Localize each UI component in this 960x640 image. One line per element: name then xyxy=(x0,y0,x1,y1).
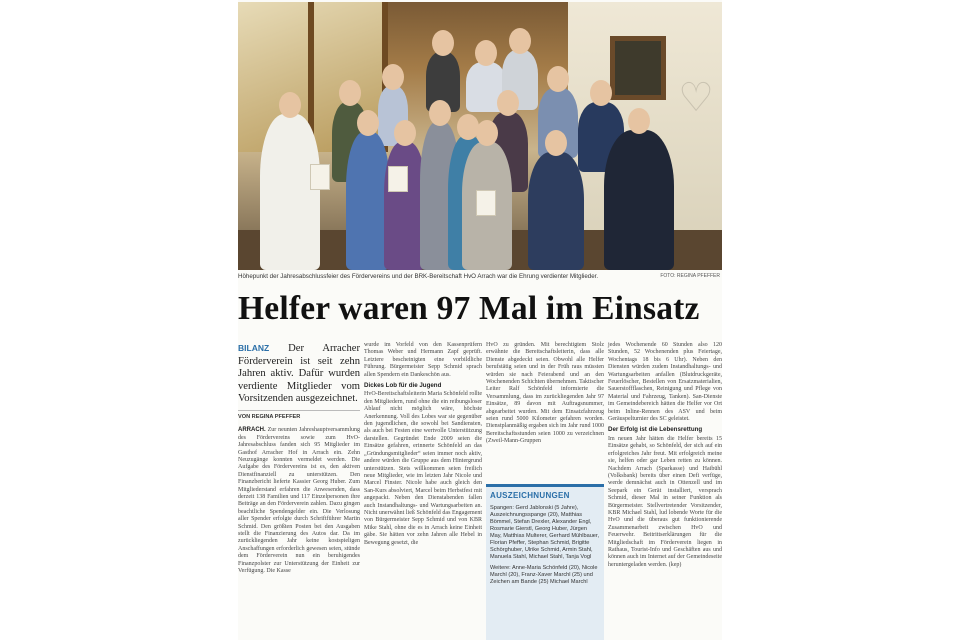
infobox-title: AUSZEICHNUNGEN xyxy=(490,491,570,500)
article-lead xyxy=(238,342,360,406)
photo-credit: FOTO: REGINA PFEFFER xyxy=(660,273,720,279)
photo-caption: Höhepunkt der Jahresabschlussfeier des Fördervereins und der BRK-Bereitschaft HvO Arrach war die Ehrung verdienter Mitglieder. xyxy=(238,273,599,280)
lead-keyword: BILANZ xyxy=(238,343,270,353)
column-3-text: HvO zu gründen. Mit berechtigtem Stolz erwähnte die Bereitschaftsleiterin, dass alle Dienste abgedeckt seien. Obwohl alle Helfer berufstätig seien und in der Früh raus müssten würden sie nach Feierabend und an den Wochenenden Schichten übernehmen. Taktischer Leiter Ralf Schönfeld informierte die Versammlung, dass im zurückliegenden Jahr 97 Einsätze, 89 davon mit Auftragsnummer, abgearbeitet wurden. Mit dem Einsatzfahrzeug seien rund 5000 Kilometer gefahren worden. Dienstplanmäßig ergaben sich im Jahr rund 1000 Bereitschaftsstunden seien 1000 zu verzeichnen (Zweil-Mann-Gruppen xyxy=(486,342,604,445)
group-photo xyxy=(238,2,722,270)
article-headline: Helfer waren 97 Mal im Einsatz xyxy=(238,290,700,327)
person xyxy=(528,152,584,270)
newspaper-clipping xyxy=(238,0,722,640)
certificate xyxy=(476,190,496,216)
certificate xyxy=(310,164,330,190)
person xyxy=(260,114,320,270)
byline: VON REGINA PFEFFER xyxy=(238,410,360,421)
awards-infobox xyxy=(486,484,604,640)
column-2-text-1: wurde im Vorfeld von den Kassenprüfern Thomas Weber und Hermann Zapf geprüft. Letztere bescheinigten eine vorbildliche Führung. Bürgermeister Sepp Schmid sprach allen Spendern ein Dankeschön aus. xyxy=(364,342,482,378)
certificate xyxy=(388,166,408,192)
infobox-text-2: Weitere: Anne-Maria Schönfeld (20), Nicole Marchl (20), Franz-Xaver Marchl (25) und Zeichen am Bande (25) Michael Marchl xyxy=(490,565,598,585)
picture-frame xyxy=(610,36,666,100)
person xyxy=(604,130,674,270)
article-column-3 xyxy=(486,342,604,446)
subheading-youth: Dickes Lob für die Jugend xyxy=(364,382,442,390)
column-4-text-2: Im neuen Jahr hätten die Helfer bereits 15 Einsätze gehabt, so Schönfeld, der sich auf ein erfolgreiches Jahr freut. Mit erfolgreich meine sie, helfen oder gar Leben retten zu können. Nachdem Arrach (Sparkasse) und Haibühl (Volksbank) bereits über einen Defi verfüge, werde demnächst auch in Ottenzell und im Seepark ein Gerät installiert, versprach Schmid, dieser Mal in seiner Funktion als Bürgermeister. Stellvertretender Vorsitzender, KBR Michael Stahl, lud lobende Worte für die HvO und die überaus gut funktionierende Zusammenarbeit zwischen HvO und Feuerwehr. Beitrittserklärungen für die Mitgliedschaft im Förderverein liegen in Rathaus, Tourist-Info und Geschäften aus und können auch im Internet auf der Gemeindeseite heruntergeladen werden. (kep) xyxy=(608,435,722,568)
subheading-success: Der Erfolg ist die Lebensrettung xyxy=(608,426,703,434)
column-1-body: Zur neunten Jahreshauptversammlung des Fördervereins sowie zum HvO-Jahresabschluss fanden sich 95 Mitglieder im Gasthof Arracher Hof in Arrach ein. Zehn Neuzugänge konnten vermeldet werden. Die Aufgabe des Fördervereins ist es, den aktiven Dienstfinanziell zu unterstützen. Den Finanzbericht lieferte Kassier Georg Huber. Zum Mitgliederstand erfahren die Anwesenden, dass derzeit 138 Familien und 117 Einzelpersonen ihre Beiträge an den Förderverein zahlen. Dazu gingen beachtliche Spendengelder ein. Die Verlosung aller Spender erfolgte durch Schriftführer Martin Schmid. Den größten Posten bei den Ausgaben stellt die Finanzierung des Autos dar. Da im zurückliegenden Jahr keine kostspieligen Anschaffungen erforderlich gewesen seien, stünde dem Förderverein nun ein beruhigendes Finanzpolster zur Unterstützung der Einheit zur Verfügung. Die Kasse xyxy=(238,427,361,575)
infobox-text-1: Spangen: Gerd Jablonski (5 Jahre), Auszeichnungsspange (20), Matthias Bömmel, Stefan Drexler, Alexander Engl, Rosmarie Gierstl, Georg Huber, Jürgen May, Matthias Multerer, Gerhard Mühlbauer, Florian Pfeffer, Stephan Schmid, Brigitte Schörghuber, Ulrike Schmid, Armin Stahl, Manuela Stahl, Michael Stahl, Tanja Vogl xyxy=(490,505,600,560)
article-column-4 xyxy=(608,342,722,569)
article-column-2 xyxy=(364,342,482,547)
heart-decoration-icon: ♡ xyxy=(678,75,714,121)
column-1-text xyxy=(238,427,360,575)
dateline: ARRACH. xyxy=(238,427,266,434)
article-column-1 xyxy=(238,342,360,576)
column-4-text-1: jedes Wochenende 60 Stunden also 120 Stunden, 52 Wochenenden plus Feiertage, Wochentags 18 bis 6 Uhr). Neben den Diensten würden zudem Instandhaltungs- und Wartungsarbeiten anfallen (Blutdruckgeräte, Feuerlöscher, Bestellen von Ersatzmaterialien, Sauerstoffflaschen, Reinigung und Pflege von Material und Fahrzeug, Tanken). San-Dienste im Gemeindebereich hätten die Helfer vor Ort beim Inline-Rennen des ASV und beim Geräuspelturnier des SC geleistet. xyxy=(608,342,722,423)
column-2-text-2: HvO-Bereitschaftsleiterin Maria Schönfeld rollte den Mitgliedern, rund ohne die ein reibungsloser Ablauf nicht möglich wäre, höchste Anerkennung. Voll des Lobes war sie gegenüber den jugendlichen, die sowohl bei Sandiensten, als auch bei Festen eine wertvolle Unterstützung darstellen. Gegründet Ende 2009 seien die Einsätze gefahren, erinnerte Schönfeld an das „Gründungsmitglieder“ seien immer noch aktiv, andere würden die Gruppe aus dem Hintergrund unterstützen. Stets willkommen seien freilich neue Mitglieder, wie im letzten Jahr Nicole und Marcel Finster. Nicole habe auch gleich den San-Kurs absolviert, Marcel beim Herbstfest mit angepackt. Neben den Dienstabenden fallen auch Instandhaltungs- und Wartungsarbeiten an. Nicht unerwähnt ließ Schönfeld das Engagement von Bürgermeister Sepp Schmid und von KBR Mike Stahl, ohne die es in Arrach keine Einheit gäbe. Sie hätten vor zehn Jahren alle Hebel in Bewegung gesetzt, die xyxy=(364,391,482,546)
lead-text: Der Arracher Förderverein ist seit zehn Jahren aktiv. Dafür wurden verdiente Mitglieder vom Vorsitzenden ausgezeichnet. xyxy=(238,343,360,405)
